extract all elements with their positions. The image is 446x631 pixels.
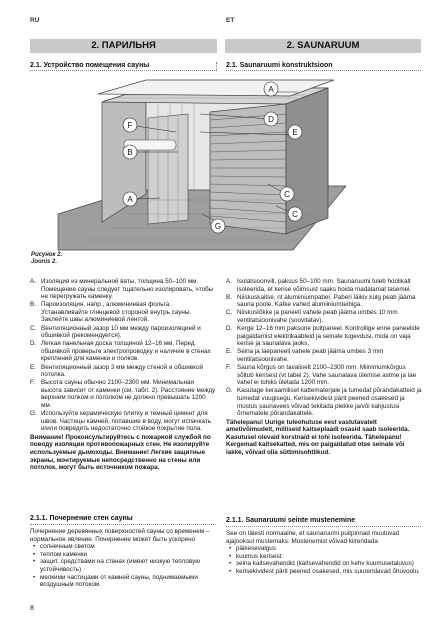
- subsection-wall-blackening-title-et: 2.1.1. Saunaruumi seinte mustenemine: [226, 517, 356, 524]
- legend-item: D. Kerge 12–16 mm paksune puitpaneel. Kontrollige enne paneelide paigaldamist elektrikaableid ja seinale tugevdusi, mida on vaja kerise ja saunalava jaoks.: [226, 325, 420, 348]
- legend-item: C. Вентиляционный зазор 10 мм между пароизоляцией и обшивкой (рекомендуется).: [30, 324, 201, 340]
- language-code-et: ET: [226, 17, 235, 24]
- list-item: • kerisekividest pärit peened osakesed, mis suurendavad õhuvoolu.: [229, 567, 420, 575]
- dotted-divider-ru-2: [30, 524, 216, 525]
- list-item: • солнечным светом: [33, 543, 95, 551]
- wall-blackening-para-ru: Почернение деревянных поверхностей сауны со временем – нормальное явление. Почернение может быть ускорено: [30, 528, 210, 543]
- legend-item: A. Изоляция из минеральной ваты, толщина 50–100 мм. Помещение сауны следует тщательно изолировать, чтобы не перегружать каменку.: [30, 278, 214, 301]
- callout-label-e: E: [292, 128, 298, 137]
- legend-column-et: [226, 278, 422, 457]
- figure-caption-et: Joonis 2.: [31, 259, 58, 265]
- legend-item: D. Легкая панельная доска толщиной 12–16 мм. Перед обшивкой проверьте электропроводку и наличие в стенах креплений для каменки и полков.: [30, 340, 211, 363]
- column-divider: [216, 62, 217, 70]
- legend-item: E. Seina ja laepaneeli vahele peab jääma umbes 3 mm ventilatsioonivahe.: [226, 348, 384, 363]
- callout-label-b: B: [127, 148, 133, 157]
- warning-text-ru: Внимание! Проконсультируйтесь с пожарной службой по поводу изоляции противопожарных стен. Не изолируйте используемые дымоходы. Внимание! Легкие защитные экраны, монтируемые непосредственно на стены или потолок, могут быть источником пожара.: [30, 433, 211, 472]
- legend-column-ru: [30, 278, 216, 472]
- list-item: • мелкими частицами от камней сауны, поднимаемыми воздушным потоком.: [33, 573, 198, 589]
- warning-text-et: Tähelepanu! Uurige tuleohutuse eest vastutavatelt ametivõimudelt, milliseid kaitseplaadi osasid saab isoleerida. Kasutusel olevaid korstnaid ei tohi isoleerida. Tähelepanu! Kergemad kaitsekatted, mis on paigaldatud otse seinale või lakke, võivad olla süttimisohtlikud.: [226, 418, 410, 457]
- subsection-title-et: 2.1. Saunaruumi konstruktsioon: [226, 62, 333, 69]
- callout-label-f: F: [127, 121, 133, 130]
- wall-blackening-section-et: [226, 530, 422, 576]
- wall-blackening-para-et: See on täiesti normaalne, et saunaruumi puitpinnad muutuvad ajajooksul mustemaks. Mustenemist võivad kiirendada: [226, 530, 400, 545]
- dotted-divider-et-2: [226, 526, 421, 527]
- callout-label-g: G: [214, 222, 222, 231]
- page-number: 8: [30, 605, 34, 612]
- callout-label-a-bottom: A: [127, 195, 133, 204]
- legend-item: C. Niiskustõkke ja paneeli vahele peab jääma umbes 10 mm ventilatsioonivahe (soovitatav).: [226, 309, 398, 324]
- subsection-title-ru: 2.1. Устройство помещения сауны: [30, 62, 150, 69]
- list-item: • теплом каменки: [33, 550, 88, 558]
- callout-label-c-upper: C: [284, 190, 290, 199]
- subsection-wall-blackening-title-ru: 2.1.1. Почернение стен сауны: [30, 515, 133, 522]
- legend-item: F. Высота сауны обычно 2100–2300 мм. Минимальная высота зависит от каменки (см. табл. 2). Расстояние между верхним полком и потолком не должно превышать 1200 мм.: [30, 379, 216, 409]
- sauna-construction-illustration: [28, 74, 423, 262]
- list-item: • päikesevalgus: [229, 545, 276, 553]
- list-item: • seina kaitsevahendid (kaitsevahendid on kehv kuumusetaluvus): [229, 560, 414, 568]
- legend-item: G. Используйте керамическую плитку и темный цемент для швов. Частицы камней, попавшие в воду, могут испачкать и/или повредить недостаточно стойкое покрытие пола.: [30, 410, 211, 433]
- wall-blackening-section-ru: [30, 528, 216, 589]
- legend-item: A. Isolatsioonvill, paksus 50–100 mm. Saunaruumi tuleb hoolikalt isoleerida, et kerise võimsust saaks hoida madalamal tasemel.: [226, 278, 412, 293]
- language-code-ru: RU: [30, 17, 40, 24]
- callout-label-a-top: A: [268, 85, 274, 94]
- figure-caption: [31, 252, 62, 266]
- section-title-ru: 2. ПАРИЛЬНЯ: [30, 39, 217, 53]
- callout-label-d: D: [268, 115, 274, 124]
- list-item: • kuumus kerisest: [229, 552, 282, 560]
- dotted-divider-ru: [30, 70, 217, 71]
- legend-item: B. Пароизоляция, напр., алюминиевая фольга. Устанавливайте глянцевой стороной внутрь сауны. Заклейте швы алюминиевой лентой.: [30, 301, 192, 324]
- callout-label-c-lower: C: [292, 210, 298, 219]
- section-title-et: 2. SAUNARUUM: [225, 39, 421, 53]
- legend-item: G. Kasutage keraamiliset kattematerjale ja tumedat põrandakatteid ja tumedat vuugisegu. Kerisekividest pärit peened osakesed ja mustus saunavees võivad tekitada plekke ja/või kahjustusi õrnematele põrandakattele.: [226, 387, 422, 418]
- legend-item: F. Sauna kõrgus on tavaliselt 2100–2300 mm. Miinimumkõrgus sõltub kerisest (vt tabel 2). Vahe saunalava ülemise astme ja lae vahel ei tohiks ületada 1200 mm.: [226, 364, 417, 387]
- list-item: • защит. средствами на стенах (имеют низкую тепловую устойчивость): [33, 558, 200, 573]
- dotted-divider-et: [226, 70, 421, 71]
- legend-item: B. Niiskuskaitse, nt alumiiniumpaber. Paberi läikiv külg peab jääma sauna poole. Katke vahed alumiiniumteibiga.: [226, 293, 416, 309]
- legend-item: E. Вентиляционный зазор 3 мм между стеной и обшивкой потолка.: [30, 363, 203, 379]
- figure-caption-ru: Рисунок 2.: [31, 252, 63, 258]
